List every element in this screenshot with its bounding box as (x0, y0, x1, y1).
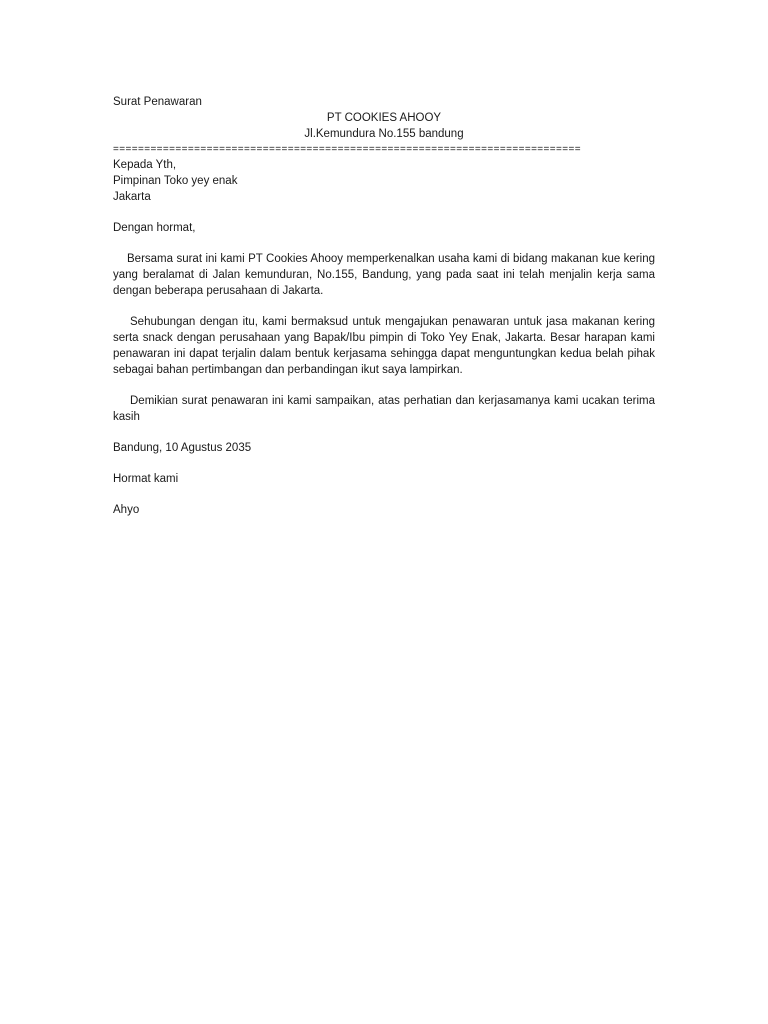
signer-name: Ahyo (113, 504, 140, 516)
letter-document (113, 94, 655, 518)
closing: Hormat kami (113, 473, 179, 485)
company-address: Jl.Kemundura No.155 bandung (304, 128, 464, 140)
header-separator: =========================================================================== (113, 144, 581, 155)
recipient-name: Pimpinan Toko yey enak (113, 175, 238, 187)
body-paragraph: Bersama surat ini kami PT Cookies Ahooy memperkenalkan usaha kami di bidang makanan kue kering yang beralamat di Jalan kemunduran, No.155, Bandung, yang pada saat ini telah menjalin kerja sama dengan beberapa perusahaan di Jakarta. (113, 253, 655, 297)
letter-type-label: Surat Penawaran (113, 96, 202, 108)
recipient-salutation: Kepada Yth, (113, 159, 177, 171)
body-paragraph: Sehubungan dengan itu, kami bermaksud untuk mengajukan penawaran untuk jasa makanan kering serta snack dengan perusahaan yang Bapak/Ibu pimpin di Toko Yey Enak, Jakarta. Besar harapan kami penawaran ini dapat terjalin dalam bentuk kerjasama sehingga dapat menguntungkan kedua belah pihak sebagai bahan pertimbangan dan perbandingan ikut saya lampirkan. (113, 316, 655, 376)
greeting: Dengan hormat, (113, 222, 196, 234)
body-paragraph: Demikian surat penawaran ini kami sampaikan, atas perhatian dan kerjasamanya kami ucakan terima kasih (113, 395, 655, 423)
recipient-city: Jakarta (113, 191, 151, 203)
date-line: Bandung, 10 Agustus 2035 (113, 442, 252, 454)
company-name: PT COOKIES AHOOY (326, 112, 442, 124)
